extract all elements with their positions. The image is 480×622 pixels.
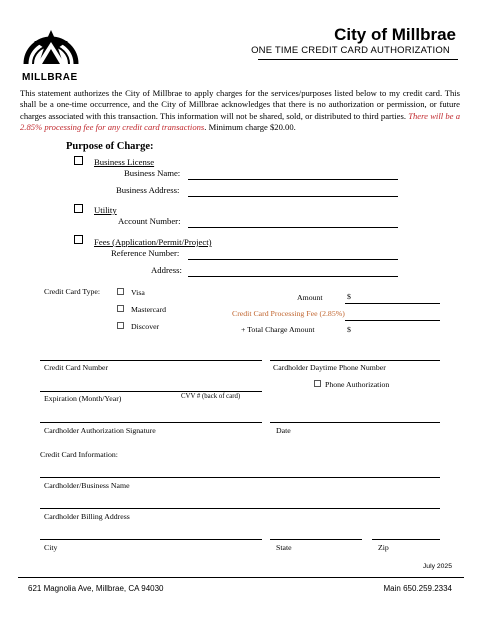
cardholder-name-label: Cardholder/Business Name (44, 481, 130, 490)
business-name-input[interactable] (188, 179, 398, 180)
fees-label: Fees (Application/Permit/Project) (94, 237, 212, 247)
card-info-heading: Credit Card Information: (40, 450, 118, 459)
discover-checkbox[interactable] (117, 322, 124, 329)
phone-authorization-label: Phone Authorization (325, 380, 390, 389)
visa-checkbox[interactable] (117, 288, 124, 295)
city-logo (22, 18, 80, 83)
business-name-label: Business Name: (124, 168, 181, 178)
logo-wordmark: MILLBRAE (22, 72, 78, 83)
card-type-label: Credit Card Type: (44, 287, 101, 296)
date-label: Date (276, 426, 291, 435)
business-license-checkbox[interactable] (74, 156, 83, 165)
card-number-input[interactable] (40, 360, 262, 361)
revision-date: July 2025 (422, 563, 452, 570)
business-address-input[interactable] (188, 196, 398, 197)
visa-label: Visa (131, 288, 145, 297)
amount-label: Amount (297, 293, 323, 302)
account-number-input[interactable] (188, 227, 398, 228)
signature-input[interactable] (40, 422, 262, 423)
footer-address: 621 Magnolia Ave, Millbrae, CA 94030 (28, 584, 164, 593)
minimum-charge-text: . Minimum charge $20.00. (204, 122, 296, 133)
authorization-statement (20, 88, 460, 134)
total-currency: $ (347, 325, 351, 334)
utility-label: Utility (94, 205, 117, 215)
processing-fee-notice: There will be a 2.85% processing fee for any credit card transactions (20, 110, 460, 133)
date-input[interactable] (270, 422, 440, 423)
business-license-label: Business License (94, 157, 155, 167)
processing-fee-input[interactable] (345, 320, 440, 321)
reference-number-label: Reference Number: (111, 248, 180, 258)
expiration-label: Expiration (Month/Year) (44, 394, 122, 403)
signature-label: Cardholder Authorization Signature (44, 426, 156, 435)
amount-input[interactable] (345, 303, 440, 304)
page-title: City of Millbrae (334, 25, 456, 44)
phone-input[interactable] (270, 360, 440, 361)
state-input[interactable] (270, 539, 362, 540)
discover-label: Discover (131, 322, 160, 331)
fee-address-label: Address: (151, 265, 182, 275)
billing-address-label: Cardholder Billing Address (44, 512, 130, 521)
header-divider (258, 59, 458, 60)
amount-currency: $ (347, 292, 351, 301)
phone-authorization-checkbox[interactable] (314, 380, 321, 387)
purpose-heading: Purpose of Charge: (66, 141, 154, 152)
footer-divider (18, 577, 464, 578)
business-address-label: Business Address: (116, 185, 180, 195)
processing-fee-label: Credit Card Processing Fee (2.85%) (232, 309, 345, 318)
mastercard-label: Mastercard (131, 305, 167, 314)
utility-checkbox[interactable] (74, 204, 83, 213)
expiration-input[interactable] (40, 391, 262, 392)
account-number-label: Account Number: (118, 216, 181, 226)
billing-address-input[interactable] (40, 508, 440, 509)
mastercard-checkbox[interactable] (117, 305, 124, 312)
city-input[interactable] (40, 539, 262, 540)
fee-address-input[interactable] (188, 276, 398, 277)
city-label: City (44, 543, 58, 552)
cardholder-name-input[interactable] (40, 477, 440, 478)
millbrae-logo-icon (22, 18, 80, 66)
statement-text: This statement authorizes the City of Millbrae to apply charges for the services/purposes listed below to my credit card. This shall be a one-time occurrence, and the City of Millbrae acknowledges that there is no authorization or permission, or future charges associated with this transaction. This information will not be shared, sold, or distributed to third parties. (20, 88, 460, 121)
page-subtitle: ONE TIME CREDIT CARD AUTHORIZATION (251, 45, 450, 56)
footer-phone: Main 650.259.2334 (383, 584, 452, 593)
reference-number-input[interactable] (188, 259, 398, 260)
phone-label: Cardholder Daytime Phone Number (273, 363, 386, 372)
card-number-label: Credit Card Number (44, 363, 109, 372)
fees-checkbox[interactable] (74, 235, 83, 244)
state-label: State (276, 543, 292, 552)
total-charge-label: + Total Charge Amount (241, 325, 315, 334)
cvv-label: CVV # (back of card) (181, 393, 241, 400)
zip-label: Zip (378, 543, 389, 552)
zip-input[interactable] (372, 539, 440, 540)
